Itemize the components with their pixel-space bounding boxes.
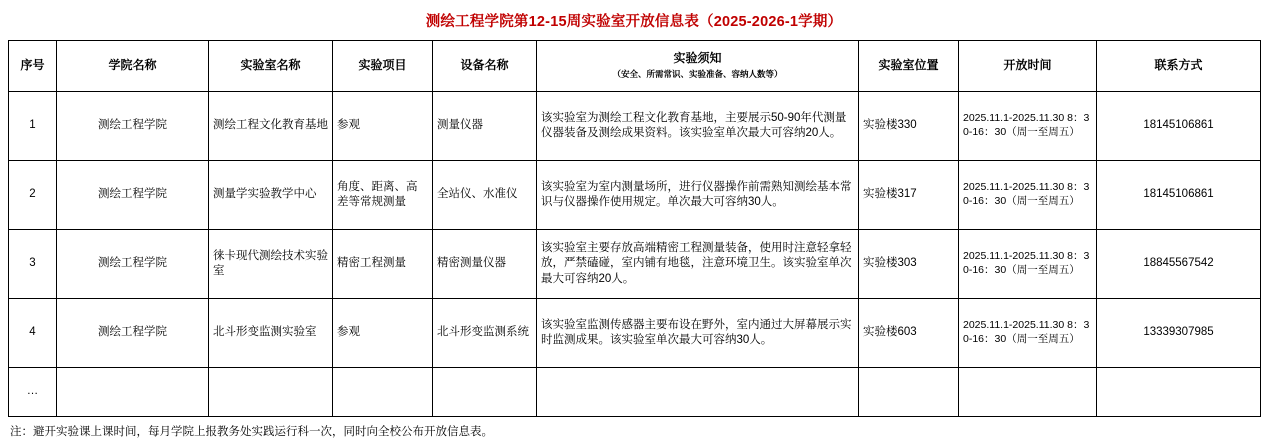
cell-location: 实验楼303: [859, 230, 959, 299]
column-header-location: 实验室位置: [859, 41, 959, 92]
cell-college: 测绘工程学院: [57, 161, 209, 230]
cell-equipment: 全站仪、水准仪: [433, 161, 537, 230]
cell-index: …: [9, 368, 57, 417]
cell-open-time: 2025.11.1-2025.11.30 8：30-16：30（周一至周五）: [959, 161, 1097, 230]
table-row: [9, 299, 1261, 368]
lab-open-info-table: [8, 40, 1261, 417]
cell-lab-name: 徕卡现代测绘技术实验室: [209, 230, 333, 299]
cell-location: [859, 368, 959, 417]
cell-lab-name: [209, 368, 333, 417]
cell-contact: 18145106861: [1097, 92, 1261, 161]
column-header-notice-main: 实验须知: [673, 51, 722, 66]
cell-notice: 该实验室主要存放高端精密工程测量装备，使用时注意轻拿轻放，严禁磕碰，室内铺有地毯，注意环境卫生。该实验室单次最大可容纳20人。: [537, 230, 859, 299]
cell-notice: 该实验室为室内测量场所，进行仪器操作前需熟知测绘基本常识与仪器操作使用规定。单次最大可容纳30人。: [537, 161, 859, 230]
cell-equipment: 测量仪器: [433, 92, 537, 161]
cell-contact: 18845567542: [1097, 230, 1261, 299]
cell-lab-name: 测绘工程文化教育基地: [209, 92, 333, 161]
cell-college: 测绘工程学院: [57, 92, 209, 161]
column-header-open-time: 开放时间: [959, 41, 1097, 92]
cell-project: 参观: [333, 299, 433, 368]
cell-project: [333, 368, 433, 417]
column-header-notice-sub: （安全、所需常识、实验准备、容纳人数等）: [612, 69, 783, 80]
cell-lab-name: 北斗形变监测实验室: [209, 299, 333, 368]
column-header-equipment: 设备名称: [433, 41, 537, 92]
cell-college: [57, 368, 209, 417]
cell-index: 3: [9, 230, 57, 299]
cell-contact: 18145106861: [1097, 161, 1261, 230]
cell-equipment: [433, 368, 537, 417]
cell-project: 参观: [333, 92, 433, 161]
cell-index: 2: [9, 161, 57, 230]
cell-location: 实验楼317: [859, 161, 959, 230]
column-header-lab-name: 实验室名称: [209, 41, 333, 92]
cell-location: 实验楼330: [859, 92, 959, 161]
cell-project: 角度、距离、高差等常规测量: [333, 161, 433, 230]
cell-index: 1: [9, 92, 57, 161]
table-row: [9, 92, 1261, 161]
table-row: [9, 161, 1261, 230]
column-header-notice: [537, 41, 859, 92]
cell-location: 实验楼603: [859, 299, 959, 368]
cell-notice: 该实验室为测绘工程文化教育基地，主要展示50-90年代测量仪器装备及测绘成果资料。该实验室单次最大可容纳20人。: [537, 92, 859, 161]
cell-open-time: 2025.11.1-2025.11.30 8：30-16：30（周一至周五）: [959, 230, 1097, 299]
column-header-contact: 联系方式: [1097, 41, 1261, 92]
cell-open-time: 2025.11.1-2025.11.30 8：30-16：30（周一至周五）: [959, 92, 1097, 161]
cell-open-time: 2025.11.1-2025.11.30 8：30-16：30（周一至周五）: [959, 299, 1097, 368]
cell-contact: [1097, 368, 1261, 417]
column-header-college: 学院名称: [57, 41, 209, 92]
cell-college: 测绘工程学院: [57, 230, 209, 299]
table-row: [9, 368, 1261, 417]
cell-college: 测绘工程学院: [57, 299, 209, 368]
cell-open-time: [959, 368, 1097, 417]
cell-equipment: 北斗形变监测系统: [433, 299, 537, 368]
cell-project: 精密工程测量: [333, 230, 433, 299]
table-header-row: [9, 41, 1261, 92]
cell-notice: 该实验室监测传感器主要布设在野外，室内通过大屏幕展示实时监测成果。该实验室单次最大可容纳30人。: [537, 299, 859, 368]
column-header-index: 序号: [9, 41, 57, 92]
cell-lab-name: 测量学实验教学中心: [209, 161, 333, 230]
cell-notice: [537, 368, 859, 417]
footnote: 注：避开实验课上课时间，每月学院上报教务处实践运行科一次，同时向全校公布开放信息表。: [10, 426, 493, 438]
column-header-project: 实验项目: [333, 41, 433, 92]
cell-index: 4: [9, 299, 57, 368]
cell-equipment: 精密测量仪器: [433, 230, 537, 299]
page-title: 测绘工程学院第12-15周实验室开放信息表（2025-2026-1学期）: [425, 14, 843, 30]
cell-contact: 13339307985: [1097, 299, 1261, 368]
table-row: [9, 230, 1261, 299]
